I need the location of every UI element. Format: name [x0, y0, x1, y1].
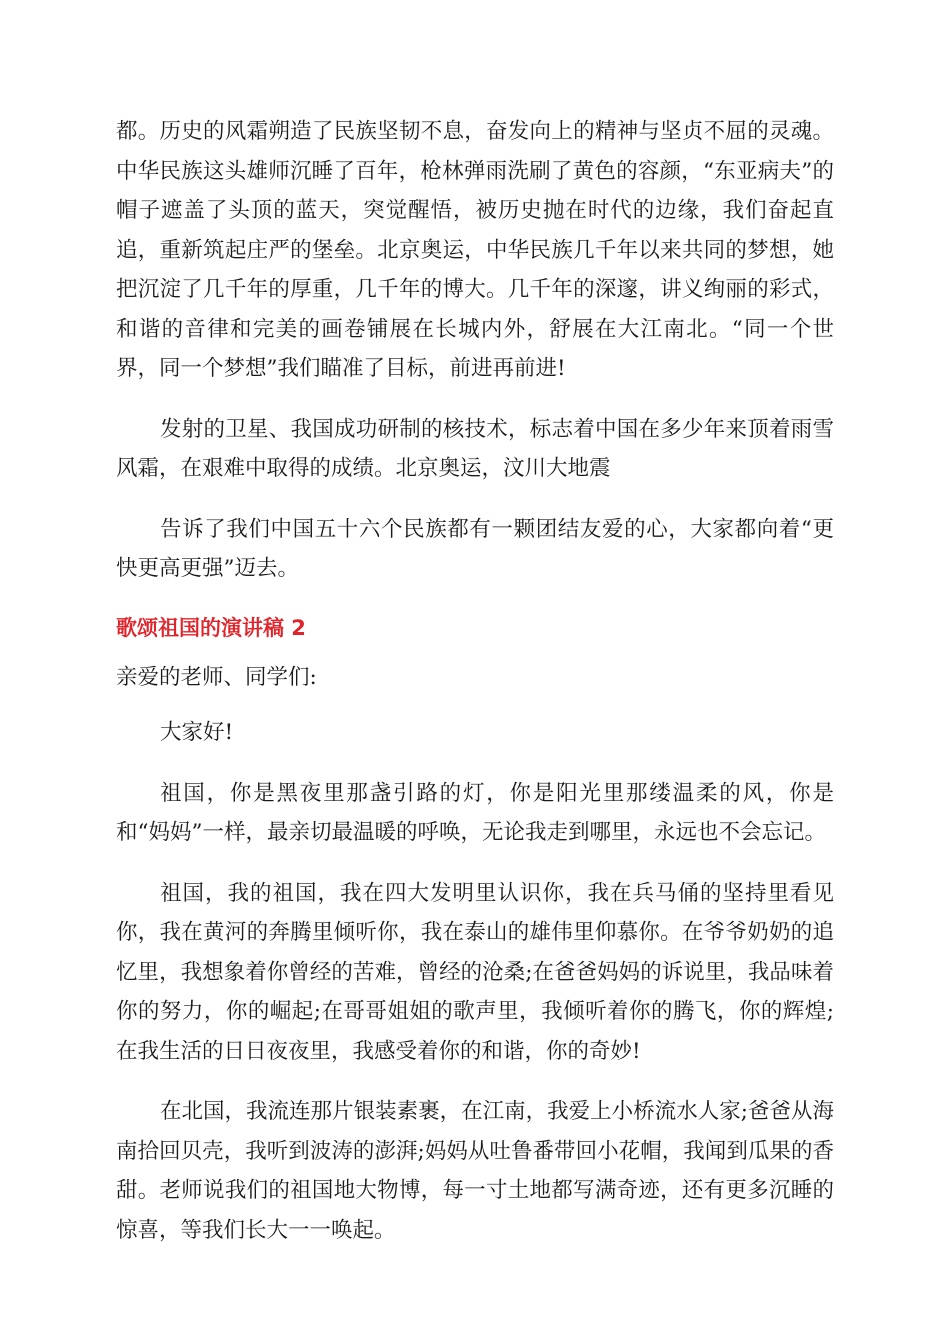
paragraph-unity: 告诉了我们中国五十六个民族都有一颗团结友爱的心，大家都向着“更快更高更强”迈去。 — [116, 516, 834, 581]
paragraph-continuation: 都。历史的风霜朔造了民族坚韧不息，奋发向上的精神与坚贞不屈的灵魂。中华民族这头雄师沉睡了百年，枪林弹雨洗刷了黄色的容颜，“东亚病夫”的帽子遮盖了头顶的蓝天，突觉醒悟，被历史抛在时代的边缘，我们奋起直追，重新筑起庄严的堡垒。北京奥运，中华民族几千年以来共同的梦想，她把沉淀了几千年的厚重，几千年的博大。几千年的深邃，讲义绚丽的彩式，和谐的音律和完美的画卷铺展在长城内外，舒展在大江南北。“同一个世界，同一个梦想”我们瞄准了目标，前进再前进! — [116, 119, 834, 381]
paragraph-motherland-light: 祖国，你是黑夜里那盏引路的灯，你是阳光里那缕温柔的风，你是和“妈妈”一样，最亲切最温暖的呼唤，无论我走到哪里，永远也不会忘记。 — [116, 780, 834, 845]
greeting: 大家好! — [160, 720, 234, 745]
paragraph-north-south: 在北国，我流连那片银装素裹，在江南，我爱上小桥流水人家;爸爸从海南拾回贝壳，我听到波涛的澎湃;妈妈从吐鲁番带回小花帽，我闻到瓜果的香甜。老师说我们的祖国地大物博，每一寸土地都写满奇迹，还有更多沉睡的惊喜，等我们长大一一唤起。 — [116, 1099, 834, 1243]
document-content — [116, 112, 834, 1271]
salutation: 亲爱的老师、同学们: — [116, 664, 317, 690]
section-heading: 歌颂祖国的演讲稿 2 — [116, 615, 306, 640]
paragraph-motherland-history: 祖国，我的祖国，我在四大发明里认识你，我在兵马俑的坚持里看见你，我在黄河的奔腾里倾听你，我在泰山的雄伟里仰慕你。在爷爷奶奶的追忆里，我想象着你曾经的苦难，曾经的沧桑;在爸爸妈妈的诉说里，我品味着你的努力，你的崛起;在哥哥姐姐的歌声里，我倾听着你的腾飞，你的辉煌;在我生活的日日夜夜里，我感受着你的和谐，你的奇妙! — [116, 880, 834, 1064]
paragraph-satellite: 发射的卫星、我国成功研制的核技术，标志着中国在多少年来顶着雨雪风霜，在艰难中取得的成绩。北京奥运，汶川大地震 — [116, 416, 834, 481]
